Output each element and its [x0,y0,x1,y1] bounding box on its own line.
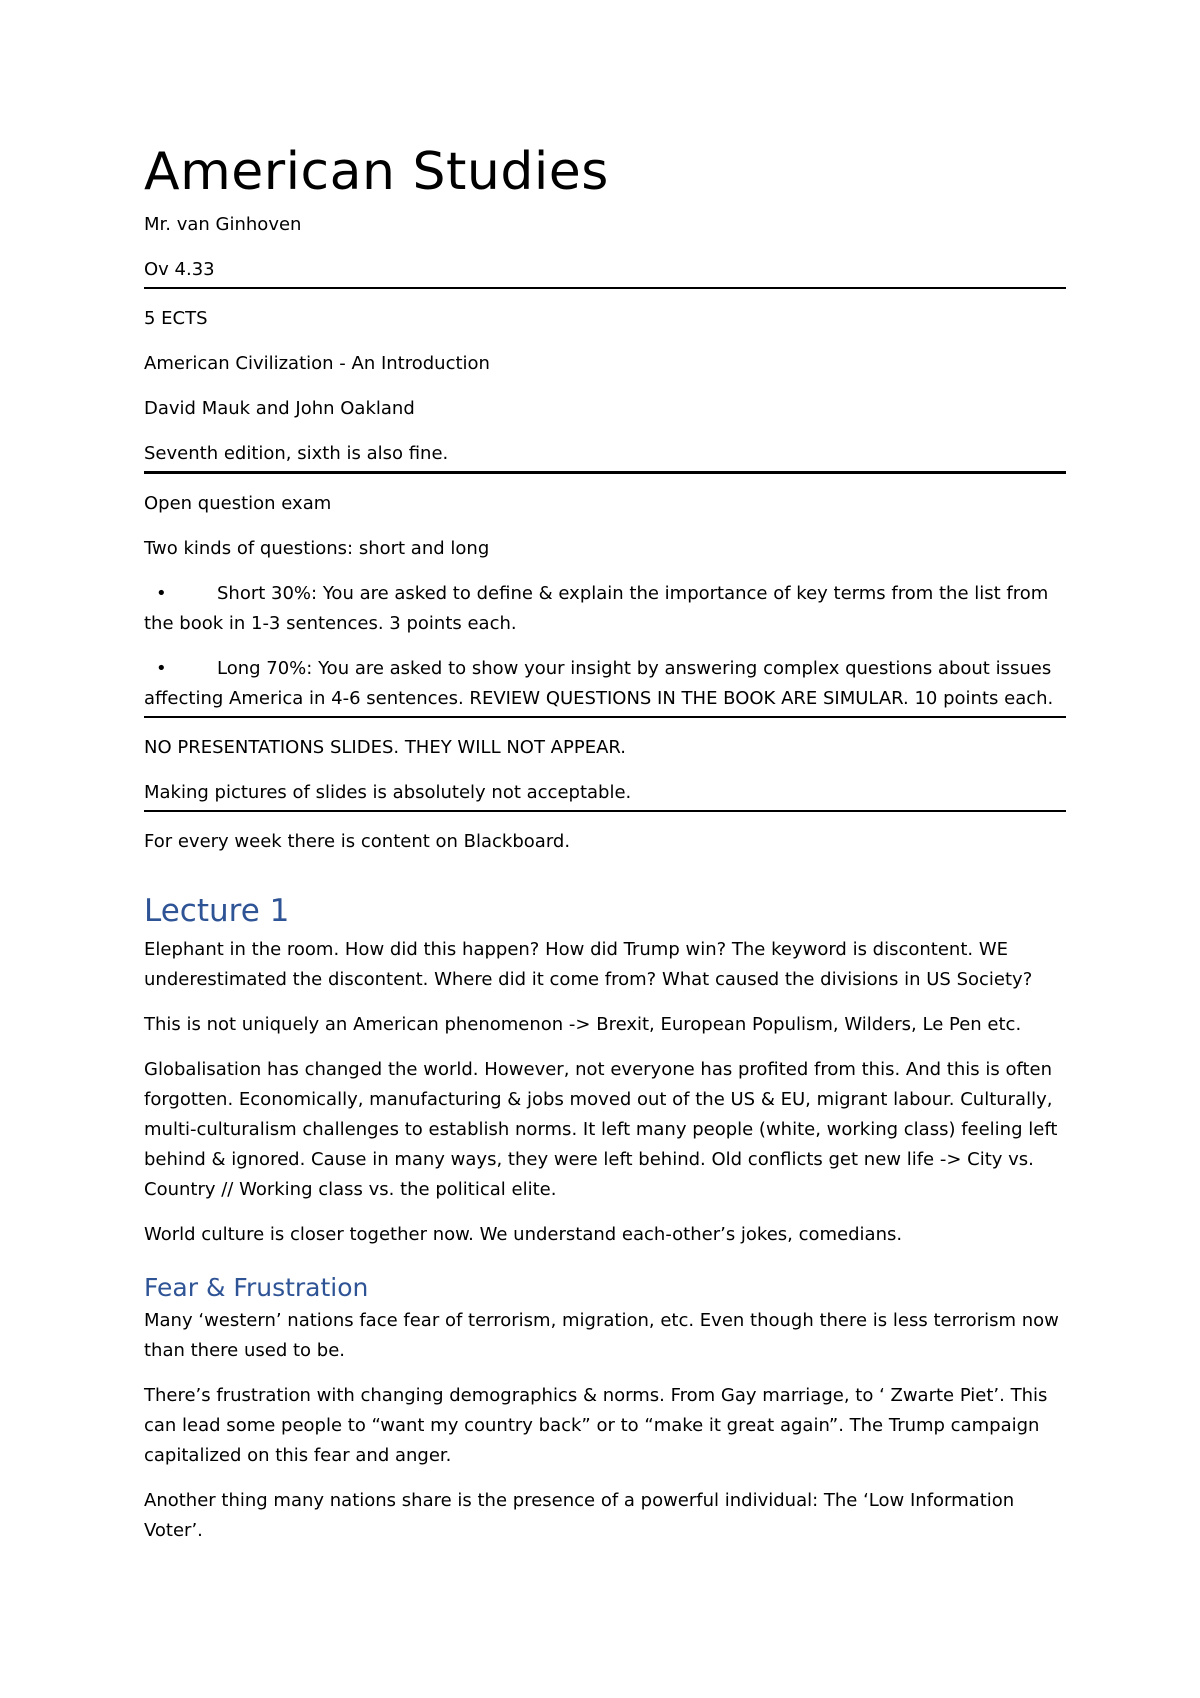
exam-questions-line: Two kinds of questions: short and long [144,538,490,559]
fear-paragraph: Another thing many nations share is the presence of a powerful individual: The ‘Low Information Voter’. [144,1490,1015,1541]
ects-line: 5 ECTS [144,308,208,329]
exam-type-line: Open question exam [144,493,332,514]
book-title-line: American Civilization - An Introduction [144,353,490,374]
fear-frustration-heading: Fear & Frustration [144,1273,369,1302]
book-authors-line: David Mauk and John Oakland [144,398,415,419]
bullet-text: Short 30%: You are asked to define & explain the importance of key terms from the list from the book in 1-3 sentences. 3 points each. [144,583,1049,634]
notice-pictures: Making pictures of slides is absolutely not acceptable. [144,778,1066,812]
bullet-icon: • [156,658,167,679]
notice-slides: NO PRESENTATIONS SLIDES. THEY WILL NOT APPEAR. [144,737,626,758]
bullet-item-long [144,654,1066,718]
document-page [144,140,1066,1561]
blackboard-line: For every week there is content on Blackboard. [144,831,571,852]
book-edition-line: Seventh edition, sixth is also fine. [144,439,1066,474]
lecture-paragraph: This is not uniquely an American phenomenon -> Brexit, European Populism, Wilders, Le Pen etc. [144,1014,1022,1035]
teacher-line: Mr. van Ginhoven [144,214,302,235]
lecture-paragraph: Globalisation has changed the world. However, not everyone has profited from this. And this is often forgotten. Economically, manufacturing & jobs moved out of the US & EU, migrant labour. Culturally, multi-culturalism challenges to establish norms. It left many people (white, working class) feeling left behind & ignored. Cause in many ways, they were left behind. Old conflicts get new life -> City vs. Country // Working class vs. the political elite. [144,1059,1058,1200]
fear-paragraph: Many ‘western’ nations face fear of terrorism, migration, etc. Even though there is less terrorism now than there used to be. [144,1310,1059,1361]
lecture-paragraph: Elephant in the room. How did this happen? How did Trump win? The keyword is discontent. WE underestimated the discontent. Where did it come from? What caused the divisions in US Society? [144,939,1033,990]
room-line: Ov 4.33 [144,255,1066,289]
bullet-text: Long 70%: You are asked to show your insight by answering complex questions about issues affecting America in 4-6 sentences. REVIEW QUESTIONS IN THE BOOK ARE SIMULAR. 10 points each. [144,658,1054,709]
document-title: American Studies [144,142,609,202]
fear-paragraph: There’s frustration with changing demographics & norms. From Gay marriage, to ‘ Zwarte Piet’. This can lead some people to “want my country back” or to “make it great again”. The Trump campaign capitalized on this fear and anger. [144,1385,1048,1466]
lecture-paragraph: World culture is closer together now. We understand each-other’s jokes, comedians. [144,1224,903,1245]
bullet-icon: • [156,583,167,604]
bullet-item-short [144,579,1066,639]
lecture-heading: Lecture 1 [144,893,290,929]
